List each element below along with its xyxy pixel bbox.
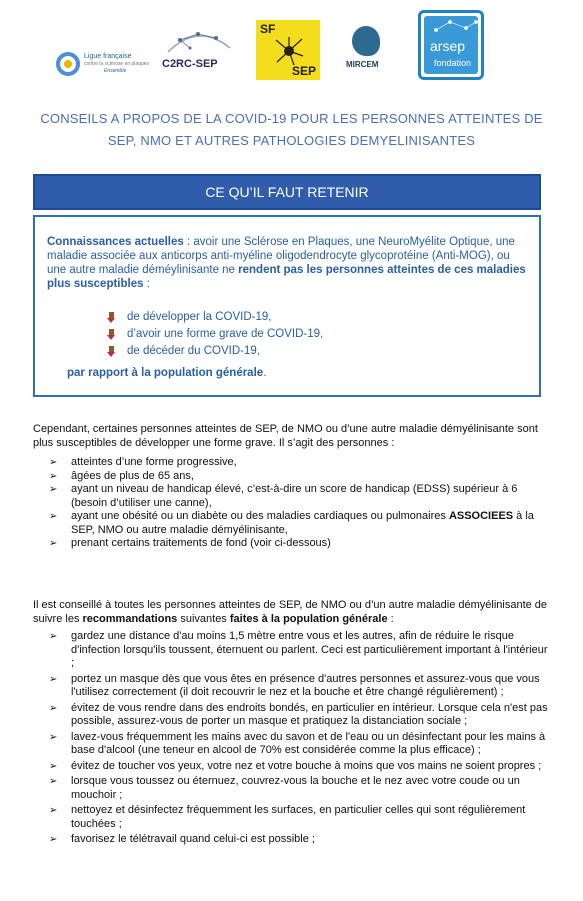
list-item: ➢ ayant une obésité ou un diabète ou des maladies cardiaques ou pulmonaires ASSOCIEES à la SEP, NMO ou autre maladie démyélinisante, [49, 510, 534, 536]
ligue-francaise-logo: Ligue française contre la sclérose en plaques Ensemble [52, 48, 142, 80]
neuron-icon [274, 36, 304, 66]
page-title: CONSEILS A PROPOS DE LA COVID-19 POUR LES PERSONNES ATTEINTES DE SEP, NMO ET AUTRES PATHOLOGIES DEMYELINISANTES [40, 111, 543, 148]
recommendations-list [33, 630, 553, 847]
network-icon [426, 18, 482, 38]
list-item: ➢ évitez de vous rendre dans des endroits bondés, en particulier en intérieur. Lorsque cela n'est pas possible, assurez-vous de porter un masque et pratiquez la distanciation sociale ; [49, 701, 548, 727]
chevron-right-icon: ➢ [49, 805, 58, 816]
head-profile-icon [352, 26, 380, 56]
logo-bar [0, 4, 583, 84]
list-item: ➢ âgées de plus de 65 ans, [49, 469, 194, 482]
list-item: ➢ gardez une distance d'au moins 1,5 mètre entre vous et les autres, afin de réduire le risque d'infection lorsqu'ils toussent, éternuent ou parlent. Ceci est particulièrement important à l'intérieur ; [49, 630, 548, 669]
recommendations-section [33, 598, 553, 849]
risk-groups-list [33, 456, 553, 551]
c2rc-sep-logo: C2RC-SEP [160, 28, 236, 76]
recommendations-intro: Il est conseillé à toutes les personnes atteintes de SEP, de NMO ou d’un autre maladie démyélinisante de suivre les recommandations suivantes faites à la population générale : [33, 599, 548, 625]
list-item: ➢ lavez-vous fréquemment les mains avec du savon et de l'eau ou un désinfectant pour les mains à base d'alcool (une teneur en alcool de 70% est considérée comme la plus efficace) ; [49, 730, 546, 756]
mircem-logo: MIRCEM [340, 24, 396, 80]
list-item: ➢ atteintes d’une forme progressive, [49, 456, 237, 468]
chevron-right-icon: ➢ [49, 731, 58, 743]
chevron-right-icon: ➢ [49, 702, 58, 714]
down-arrow-icon [107, 329, 116, 340]
chevron-right-icon: ➢ [49, 511, 58, 522]
conclusion-text: par rapport à la population générale. [67, 367, 267, 379]
chevron-right-icon: ➢ [49, 631, 58, 642]
down-arrow-icon [107, 312, 116, 323]
chevron-right-icon: ➢ [49, 776, 58, 787]
list-item: ➢ nettoyez et désinfectez fréquemment les surfaces, en particulier celles qui sont régulièrement touchées ; [49, 804, 526, 830]
list-item: d’avoir une forme grave de COVID-19, [107, 326, 323, 343]
list-item: de développer la COVID-19, [107, 309, 323, 326]
chevron-right-icon: ➢ [49, 673, 58, 685]
list-item: ➢ évitez de toucher vos yeux, votre nez et votre bouche à moins que vos mains ne soient propres ; [49, 759, 542, 772]
summary-banner: CE QU’IL FAUT RETENIR [33, 174, 541, 210]
network-icon [160, 28, 236, 58]
chevron-right-icon: ➢ [49, 484, 58, 495]
ligue-emblem-icon [56, 52, 80, 76]
key-points-paragraph: Connaissances actuelles : avoir une Sclérose en Plaques, une NeuroMyélite Optique, une maladie associée aux anticorps anti-myéline oligodendrocyte glycoprotéine (Anti-MOG), ou une autre maladie déméylinisante ne rendent pas les personnes atteintes de ces maladies plus susceptibles : [47, 236, 526, 290]
chevron-right-icon: ➢ [49, 470, 58, 482]
risk-groups-intro: Cependant, certaines personnes atteintes de SEP, de NMO ou d’une autre maladie démyélinisante sont plus susceptibles de développer une forme grave. Il s’agit des personnes : [33, 423, 538, 449]
chevron-right-icon: ➢ [49, 538, 58, 549]
list-item: ➢ ayant un niveau de handicap élevé, c’est-à-dire un score de handicap (EDSS) supérieur à 6 (besoin d’utiliser une canne), [49, 483, 518, 509]
sfsep-logo: SF SEP [256, 20, 320, 80]
chevron-right-icon: ➢ [49, 760, 58, 772]
risk-groups-section [33, 422, 553, 551]
list-item: de décéder du COVID-19, [107, 343, 323, 360]
arsep-logo: arsep fondation [418, 10, 484, 80]
list-item: ➢ portez un masque dès que vous êtes en présence d'autres personnes et assurez-vous que vous l'utilisez correctement (il doit recouvrir le nez et la bouche et être changé régulièrement) ; [49, 672, 540, 698]
list-item: ➢ lorsque vous toussez ou éternuez, couvrez-vous la bouche et le nez avec votre coude ou un mouchoir ; [49, 775, 520, 801]
list-item: ➢ favorisez le télétravail quand celui-ci est possible ; [49, 833, 315, 845]
list-item: ➢ prenant certains traitements de fond (voir ci-dessous) [49, 537, 331, 549]
risk-list [107, 309, 323, 360]
key-points-box [33, 215, 541, 397]
chevron-right-icon: ➢ [49, 457, 58, 468]
chevron-right-icon: ➢ [49, 834, 58, 845]
down-arrow-icon [107, 346, 116, 357]
